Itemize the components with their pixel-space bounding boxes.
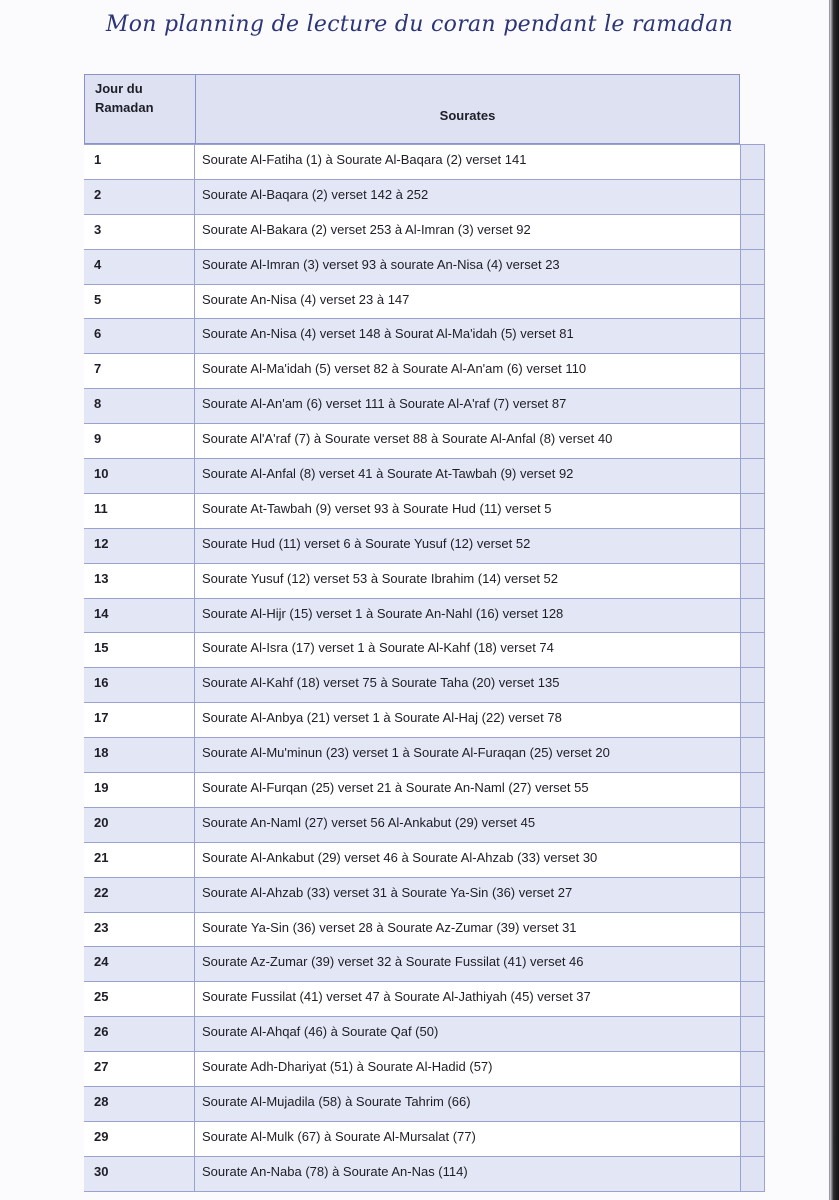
table-row (84, 285, 765, 320)
sourates-cell: Sourate Al-Ma'idah (5) verset 82 à Sourate Al-An'am (6) verset 110 (195, 354, 741, 388)
checkbox-column-cell (741, 1052, 765, 1086)
reading-plan-table (84, 74, 765, 1192)
sourates-cell: Sourate Al-Ankabut (29) verset 46 à Sourate Al-Ahzab (33) verset 30 (195, 843, 741, 877)
sourates-cell: Sourate An-Nisa (4) verset 23 à 147 (195, 285, 741, 319)
checkbox-column-cell (741, 878, 765, 912)
table-row (84, 878, 765, 913)
day-number-cell: 16 (84, 668, 195, 702)
checkbox-column-cell (741, 285, 765, 319)
day-number-cell: 9 (84, 424, 195, 458)
table-body (84, 144, 765, 1192)
table-row (84, 354, 765, 389)
day-number-cell: 10 (84, 459, 195, 493)
sourates-cell: Sourate Al-Anbya (21) verset 1 à Sourate Al-Haj (22) verset 78 (195, 703, 741, 737)
sourates-cell: Sourate At-Tawbah (9) verset 93 à Sourate Hud (11) verset 5 (195, 494, 741, 528)
header-day-line1: Jour du (95, 81, 143, 96)
day-number-cell: 14 (84, 599, 195, 633)
sourates-cell: Sourate Al-Mujadila (58) à Sourate Tahrim (66) (195, 1087, 741, 1121)
table-row (84, 808, 765, 843)
sourates-cell: Sourate An-Naba (78) à Sourate An-Nas (114) (195, 1157, 741, 1191)
checkbox-column-cell (741, 1157, 765, 1191)
day-number-cell: 17 (84, 703, 195, 737)
checkbox-column-cell (741, 703, 765, 737)
day-number-cell: 24 (84, 947, 195, 981)
day-number-cell: 4 (84, 250, 195, 284)
day-number-cell: 1 (84, 145, 195, 179)
checkbox-column-cell (741, 529, 765, 563)
sourates-cell: Sourate An-Nisa (4) verset 148 à Sourat Al-Ma'idah (5) verset 81 (195, 319, 741, 353)
sourates-cell: Sourate Fussilat (41) verset 47 à Sourate Al-Jathiyah (45) verset 37 (195, 982, 741, 1016)
day-number-cell: 29 (84, 1122, 195, 1156)
day-number-cell: 21 (84, 843, 195, 877)
sourates-cell: Sourate Az-Zumar (39) verset 32 à Sourate Fussilat (41) verset 46 (195, 947, 741, 981)
table-row (84, 250, 765, 285)
day-number-cell: 3 (84, 215, 195, 249)
checkbox-column-cell (741, 145, 765, 179)
sourates-cell: Sourate Al-Ahqaf (46) à Sourate Qaf (50) (195, 1017, 741, 1051)
day-number-cell: 8 (84, 389, 195, 423)
day-number-cell: 5 (84, 285, 195, 319)
sourates-cell: Sourate Al-Anfal (8) verset 41 à Sourate At-Tawbah (9) verset 92 (195, 459, 741, 493)
checkbox-column-cell (741, 494, 765, 528)
table-row (84, 145, 765, 180)
day-number-cell: 12 (84, 529, 195, 563)
table-row (84, 459, 765, 494)
table-row (84, 564, 765, 599)
checkbox-column-cell (741, 1017, 765, 1051)
sourates-cell: Sourate Hud (11) verset 6 à Sourate Yusuf (12) verset 52 (195, 529, 741, 563)
sourates-cell: Sourate Al-Mulk (67) à Sourate Al-Mursalat (77) (195, 1122, 741, 1156)
day-number-cell: 23 (84, 913, 195, 947)
page-title: Mon planning de lecture du coran pendant le ramadan (105, 12, 734, 37)
header-day-column (85, 75, 196, 143)
day-number-cell: 11 (84, 494, 195, 528)
table-header (84, 74, 740, 144)
day-number-cell: 26 (84, 1017, 195, 1051)
day-number-cell: 22 (84, 878, 195, 912)
checkbox-column-cell (741, 250, 765, 284)
checkbox-column-cell (741, 389, 765, 423)
sourates-cell: Sourate Al-Hijr (15) verset 1 à Sourate An-Nahl (16) verset 128 (195, 599, 741, 633)
sourates-cell: Sourate Al-Furqan (25) verset 21 à Sourate An-Naml (27) verset 55 (195, 773, 741, 807)
page-edge-shadow (830, 0, 839, 1200)
checkbox-column-cell (741, 947, 765, 981)
table-row (84, 668, 765, 703)
day-number-cell: 28 (84, 1087, 195, 1121)
day-number-cell: 18 (84, 738, 195, 772)
day-number-cell: 13 (84, 564, 195, 598)
sourates-cell: Sourate Al-Baqara (2) verset 142 à 252 (195, 180, 741, 214)
checkbox-column-cell (741, 354, 765, 388)
sourates-cell: Sourate Al-Mu'minun (23) verset 1 à Sourate Al-Furaqan (25) verset 20 (195, 738, 741, 772)
table-row (84, 633, 765, 668)
table-row (84, 389, 765, 424)
sourates-cell: Sourate Al-Isra (17) verset 1 à Sourate Al-Kahf (18) verset 74 (195, 633, 741, 667)
sourates-cell: Sourate Adh-Dhariyat (51) à Sourate Al-Hadid (57) (195, 1052, 741, 1086)
table-row (84, 773, 765, 808)
sourates-cell: Sourate Al'A'raf (7) à Sourate verset 88 à Sourate Al-Anfal (8) verset 40 (195, 424, 741, 458)
checkbox-column-cell (741, 843, 765, 877)
checkbox-column-cell (741, 319, 765, 353)
day-number-cell: 7 (84, 354, 195, 388)
table-row (84, 424, 765, 459)
table-row (84, 215, 765, 250)
sourates-cell: Sourate Al-Bakara (2) verset 253 à Al-Imran (3) verset 92 (195, 215, 741, 249)
table-row (84, 982, 765, 1017)
table-row (84, 1087, 765, 1122)
checkbox-column-cell (741, 913, 765, 947)
sourates-cell: Sourate Al-An'am (6) verset 111 à Sourate Al-A'raf (7) verset 87 (195, 389, 741, 423)
sourates-cell: Sourate Yusuf (12) verset 53 à Sourate Ibrahim (14) verset 52 (195, 564, 741, 598)
table-row (84, 1017, 765, 1052)
table-row (84, 1157, 765, 1192)
table-row (84, 738, 765, 773)
checkbox-column-cell (741, 459, 765, 493)
table-row (84, 529, 765, 564)
sourates-cell: Sourate Ya-Sin (36) verset 28 à Sourate Az-Zumar (39) verset 31 (195, 913, 741, 947)
table-row (84, 703, 765, 738)
sourates-cell: Sourate Al-Imran (3) verset 93 à sourate An-Nisa (4) verset 23 (195, 250, 741, 284)
checkbox-column-cell (741, 180, 765, 214)
table-row (84, 494, 765, 529)
day-number-cell: 20 (84, 808, 195, 842)
table-row (84, 913, 765, 948)
checkbox-column-cell (741, 1122, 765, 1156)
header-sourates-column: Sourates (439, 108, 496, 123)
sourates-cell: Sourate An-Naml (27) verset 56 Al-Ankabut (29) verset 45 (195, 808, 741, 842)
sourates-cell: Sourate Al-Kahf (18) verset 75 à Sourate Taha (20) verset 135 (195, 668, 741, 702)
day-number-cell: 30 (84, 1157, 195, 1191)
table-row (84, 599, 765, 634)
day-number-cell: 15 (84, 633, 195, 667)
table-row (84, 947, 765, 982)
checkbox-column-cell (741, 1087, 765, 1121)
checkbox-column-cell (741, 982, 765, 1016)
sourates-cell: Sourate Al-Fatiha (1) à Sourate Al-Baqara (2) verset 141 (195, 145, 741, 179)
table-row (84, 180, 765, 215)
checkbox-column-cell (741, 599, 765, 633)
day-number-cell: 2 (84, 180, 195, 214)
checkbox-column-cell (741, 633, 765, 667)
table-row (84, 1052, 765, 1087)
table-row (84, 1122, 765, 1157)
checkbox-column-cell (741, 668, 765, 702)
checkbox-column-cell (741, 808, 765, 842)
checkbox-column-cell (741, 738, 765, 772)
sourates-cell: Sourate Al-Ahzab (33) verset 31 à Sourate Ya-Sin (36) verset 27 (195, 878, 741, 912)
table-row (84, 319, 765, 354)
day-number-cell: 25 (84, 982, 195, 1016)
header-day-line2: Ramadan (95, 100, 154, 115)
checkbox-column-cell (741, 424, 765, 458)
checkbox-column-cell (741, 215, 765, 249)
table-row (84, 843, 765, 878)
day-number-cell: 6 (84, 319, 195, 353)
checkbox-column-cell (741, 773, 765, 807)
day-number-cell: 27 (84, 1052, 195, 1086)
day-number-cell: 19 (84, 773, 195, 807)
checkbox-column-cell (741, 564, 765, 598)
